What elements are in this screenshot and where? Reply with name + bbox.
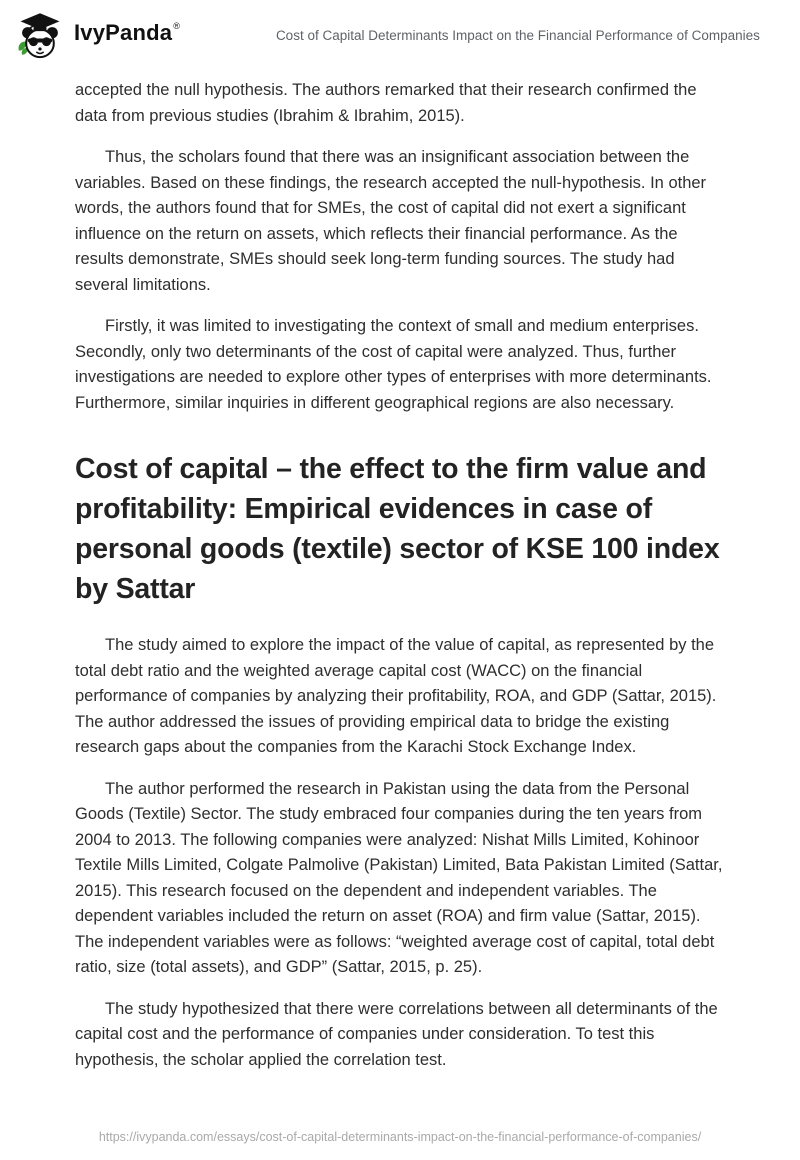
paragraph: Firstly, it was limited to investigating the context of small and medium enterprises. Secondly, only two determinants of the cost of capital were analyzed. Thus, further investigations are needed to explore other types of enterprises with more determinants. Furthermore, similar inquiries in different geographical regions are also necessary. — [75, 317, 712, 412]
paragraph: Thus, the scholars found that there was an insignificant association between the variables. Based on these findings, the research accepted the null-hypothesis. In other words, the authors found that for SMEs, the cost of capital did not exert a significant influence on the return on assets, which reflects their financial performance. As the results demonstrate, SMEs should seek long-term funding sources. The study had several limitations. — [75, 148, 707, 294]
ivypanda-logo[interactable] — [14, 10, 180, 62]
registered-mark: ® — [173, 21, 180, 31]
paragraph: The study aimed to explore the impact of the value of capital, as represented by the total debt ratio and the weighted average capital cost (WACC) on the financial performance of companies by analyzing their profitability, ROA, and GDP (Sattar, 2015). The author addressed the issues of providing empirical data to bridge the existing research gaps about the companies from the Karachi Stock Exchange Index. — [75, 636, 717, 756]
section-heading: Cost of capital – the effect to the firm value and profitability: Empirical evidences in case of personal goods (textile) sector of KSE 100 index by Sattar — [75, 453, 720, 605]
article-content — [0, 62, 800, 1073]
paragraph: The author performed the research in Pakistan using the data from the Personal Goods (Textile) Sector. The study embraced four companies during the ten years from 2004 to 2013. The following companies were analyzed: Nishat Mills Limited, Kohinoor Textile Mills Limited, Colgate Palmolive (Pakistan) Limited, Bata Pakistan Limited (Sattar, 2015). This research focused on the dependent and independent variables. The dependent variables included the return on asset (ROA) and firm value (Sattar, 2015). The independent variables were as follows: “weighted average cost of capital, total debt ratio, size (total assets), and GDP” (Sattar, 2015, p. 25). — [75, 779, 723, 976]
brand-wordmark — [74, 20, 180, 46]
paragraph: accepted the null hypothesis. The authors remarked that their research confirmed the data from previous studies (Ibrahim & Ibrahim, 2015). — [75, 81, 697, 125]
brand-name: IvyPanda — [74, 20, 173, 45]
ivypanda-panda-icon — [14, 10, 66, 62]
paragraph: The study hypothesized that there were correlations between all determinants of the capital cost and the performance of companies under consideration. To test this hypothesis, the scholar applied the correlation test. — [75, 999, 718, 1069]
page-header — [0, 0, 800, 62]
document-title: Cost of Capital Determinants Impact on the Financial Performance of Companies — [275, 28, 760, 44]
page-footer — [0, 1128, 800, 1146]
source-url[interactable]: https://ivypanda.com/essays/cost-of-capital-determinants-impact-on-the-financial-performance-of-companies/ — [98, 1130, 702, 1144]
